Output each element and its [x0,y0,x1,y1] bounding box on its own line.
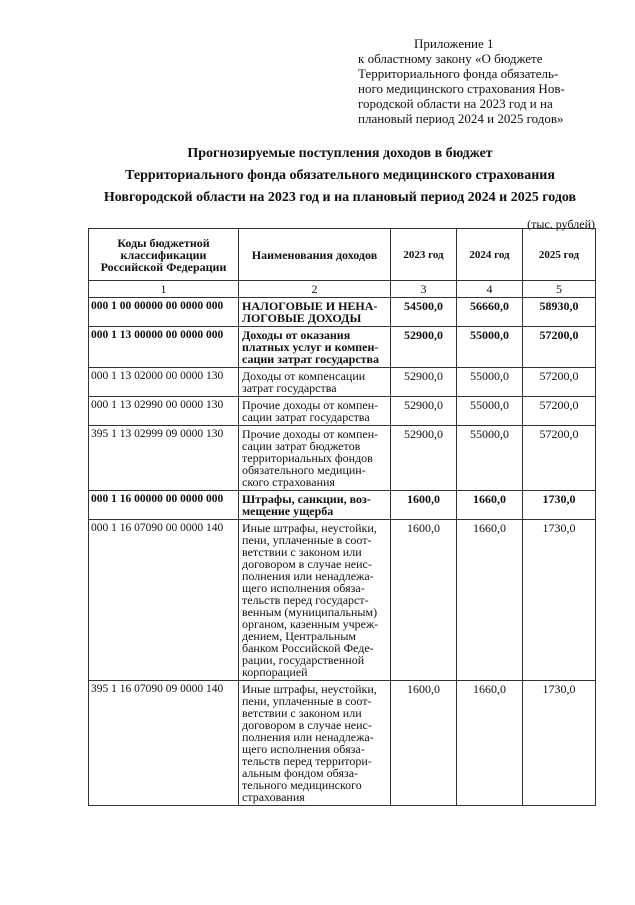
row-2023: 52900,0 [391,426,457,491]
table-row [89,368,596,397]
header-name: Наименования доходов [239,229,391,281]
row-name: Штрафы, санкции, воз-мещение ущерба [239,491,391,520]
row-2025: 57200,0 [523,426,596,491]
row-2024: 55000,0 [457,426,523,491]
row-2025: 1730,0 [523,681,596,806]
row-code: 000 1 16 00000 00 0000 000 [89,491,239,520]
row-code: 395 1 13 02999 09 0000 130 [89,426,239,491]
row-code: 000 1 13 00000 00 0000 000 [89,327,239,368]
units-label: (тыс. рублей) [527,217,595,231]
row-2025: 1730,0 [523,491,596,520]
column-number: 4 [457,281,523,298]
row-2025: 57200,0 [523,368,596,397]
row-2025: 57200,0 [523,327,596,368]
header-2024: 2024 год [457,229,523,281]
row-2025: 58930,0 [523,298,596,327]
row-2024: 55000,0 [457,368,523,397]
row-code: 000 1 00 00000 00 0000 000 [89,298,239,327]
appendix-line: к областному закону «О бюджете [358,51,543,66]
table-row [89,298,596,327]
row-2023: 1600,0 [391,520,457,681]
row-2024: 55000,0 [457,327,523,368]
row-2024: 55000,0 [457,397,523,426]
row-2025: 57200,0 [523,397,596,426]
row-name: Иные штрафы, неустойки, пени, уплаченные в соот-ветствии с законом или договором в случае неис-полнения или ненадлежа-щего исполнения обяза-тельств перед территори-альным фондом обяза-тельного медицинского страхования [239,681,391,806]
row-2024: 1660,0 [457,520,523,681]
row-2024: 1660,0 [457,491,523,520]
appendix-block [358,36,598,126]
row-name: Доходы от оказания платных услуг и компен-сации затрат государства [239,327,391,368]
row-2023: 52900,0 [391,327,457,368]
row-2023: 1600,0 [391,681,457,806]
row-name: НАЛОГОВЫЕ И НЕНА-ЛОГОВЫЕ ДОХОДЫ [239,298,391,327]
column-number: 5 [523,281,596,298]
title-line: Новгородской области на 2023 год и на плановый период 2024 и 2025 годов [103,190,577,205]
row-code: 000 1 13 02000 00 0000 130 [89,368,239,397]
row-2023: 52900,0 [391,397,457,426]
row-2023: 52900,0 [391,368,457,397]
document-title [60,143,620,209]
column-number: 3 [391,281,457,298]
row-name: Доходы от компенсации затрат государства [239,368,391,397]
row-name: Прочие доходы от компен-сации затрат бюджетов территориальных фондов обязательного медицин-ского страхования [239,426,391,491]
table-row [89,520,596,681]
appendix-line: городской области на 2023 год и на [358,96,553,111]
row-code: 395 1 16 07090 09 0000 140 [89,681,239,806]
header-2023: 2023 год [391,229,457,281]
revenue-table [88,228,596,806]
row-code: 000 1 16 07090 00 0000 140 [89,520,239,681]
title-line: Территориального фонда обязательного медицинского страхования [125,168,555,183]
appendix-line: Территориального фонда обязатель- [358,66,559,81]
row-name: Прочие доходы от компен-сации затрат государства [239,397,391,426]
column-number: 1 [89,281,239,298]
header-code: Коды бюджетной классификации Российской Федерации [89,229,239,281]
table-row [89,491,596,520]
table-row [89,397,596,426]
row-2023: 54500,0 [391,298,457,327]
column-number: 2 [239,281,391,298]
table-row [89,426,596,491]
appendix-line: плановый период 2024 и 2025 годов» [358,111,564,126]
table-row [89,681,596,806]
header-2025: 2025 год [523,229,596,281]
row-name: Иные штрафы, неустойки, пени, уплаченные в соот-ветствии с законом или договором в случае неис-полнения или ненадлежа-щего исполнения обяза-тельств перед государст-венным (муниципальным) органом, казенным учреж-дением, Центральным банком Российской Феде-рации, государственной корпорацией [239,520,391,681]
row-2023: 1600,0 [391,491,457,520]
title-line: Прогнозируемые поступления доходов в бюджет [187,146,493,161]
row-code: 000 1 13 02990 00 0000 130 [89,397,239,426]
row-2024: 1660,0 [457,681,523,806]
appendix-title: Приложение 1 [414,36,494,51]
table-row [89,327,596,368]
row-2024: 56660,0 [457,298,523,327]
appendix-line: ного медицинского страхования Нов- [358,81,565,96]
row-2025: 1730,0 [523,520,596,681]
